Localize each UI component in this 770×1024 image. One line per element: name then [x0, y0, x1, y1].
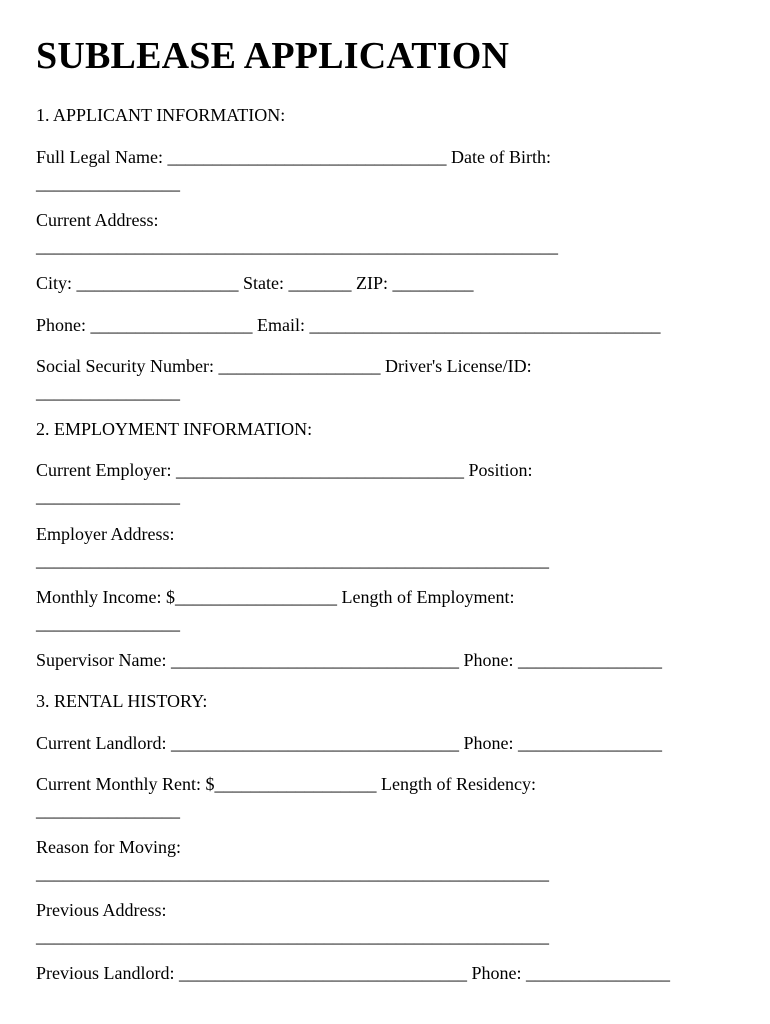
page-title: SUBLEASE APPLICATION — [36, 35, 510, 77]
length-of-residency-blank[interactable]: ________________ — [36, 800, 180, 820]
full-legal-name-field[interactable]: Full Legal Name: _______________________________ Date of Birth: — [36, 147, 551, 167]
previous-landlord-field[interactable]: Previous Landlord: ________________________________ Phone: ________________ — [36, 963, 670, 983]
license-id-blank[interactable]: ________________ — [36, 382, 180, 402]
reason-for-moving-blank[interactable]: _________________________________________________________ — [36, 863, 549, 883]
current-monthly-rent-field[interactable]: Current Monthly Rent: $__________________ Length of Residency: — [36, 774, 536, 794]
section-heading-employment: 2. EMPLOYMENT INFORMATION: — [36, 419, 313, 439]
current-employer-field[interactable]: Current Employer: ________________________________ Position: — [36, 460, 533, 480]
supervisor-name-field[interactable]: Supervisor Name: ________________________________ Phone: ________________ — [36, 650, 662, 670]
previous-address-blank[interactable]: _________________________________________________________ — [36, 926, 549, 946]
monthly-income-field[interactable]: Monthly Income: $__________________ Length of Employment: — [36, 587, 515, 607]
current-address-blank[interactable]: __________________________________________________________ — [36, 236, 558, 256]
current-landlord-field[interactable]: Current Landlord: ________________________________ Phone: ________________ — [36, 733, 662, 753]
previous-address-label: Previous Address: — [36, 900, 167, 920]
employer-address-label: Employer Address: — [36, 524, 175, 544]
date-of-birth-blank[interactable]: ________________ — [36, 173, 180, 193]
length-of-employment-blank[interactable]: ________________ — [36, 613, 180, 633]
ssn-license-field[interactable]: Social Security Number: __________________ Driver's License/ID: — [36, 356, 532, 376]
current-address-label: Current Address: — [36, 210, 159, 230]
section-heading-applicant: 1. APPLICANT INFORMATION: — [36, 105, 286, 125]
city-state-zip-field[interactable]: City: __________________ State: _______ ZIP: _________ — [36, 273, 474, 293]
reason-for-moving-label: Reason for Moving: — [36, 837, 181, 857]
position-blank[interactable]: ________________ — [36, 486, 180, 506]
section-heading-rental: 3. RENTAL HISTORY: — [36, 691, 208, 711]
employer-address-blank[interactable]: _________________________________________________________ — [36, 550, 549, 570]
phone-email-field[interactable]: Phone: __________________ Email: _______________________________________ — [36, 315, 661, 335]
